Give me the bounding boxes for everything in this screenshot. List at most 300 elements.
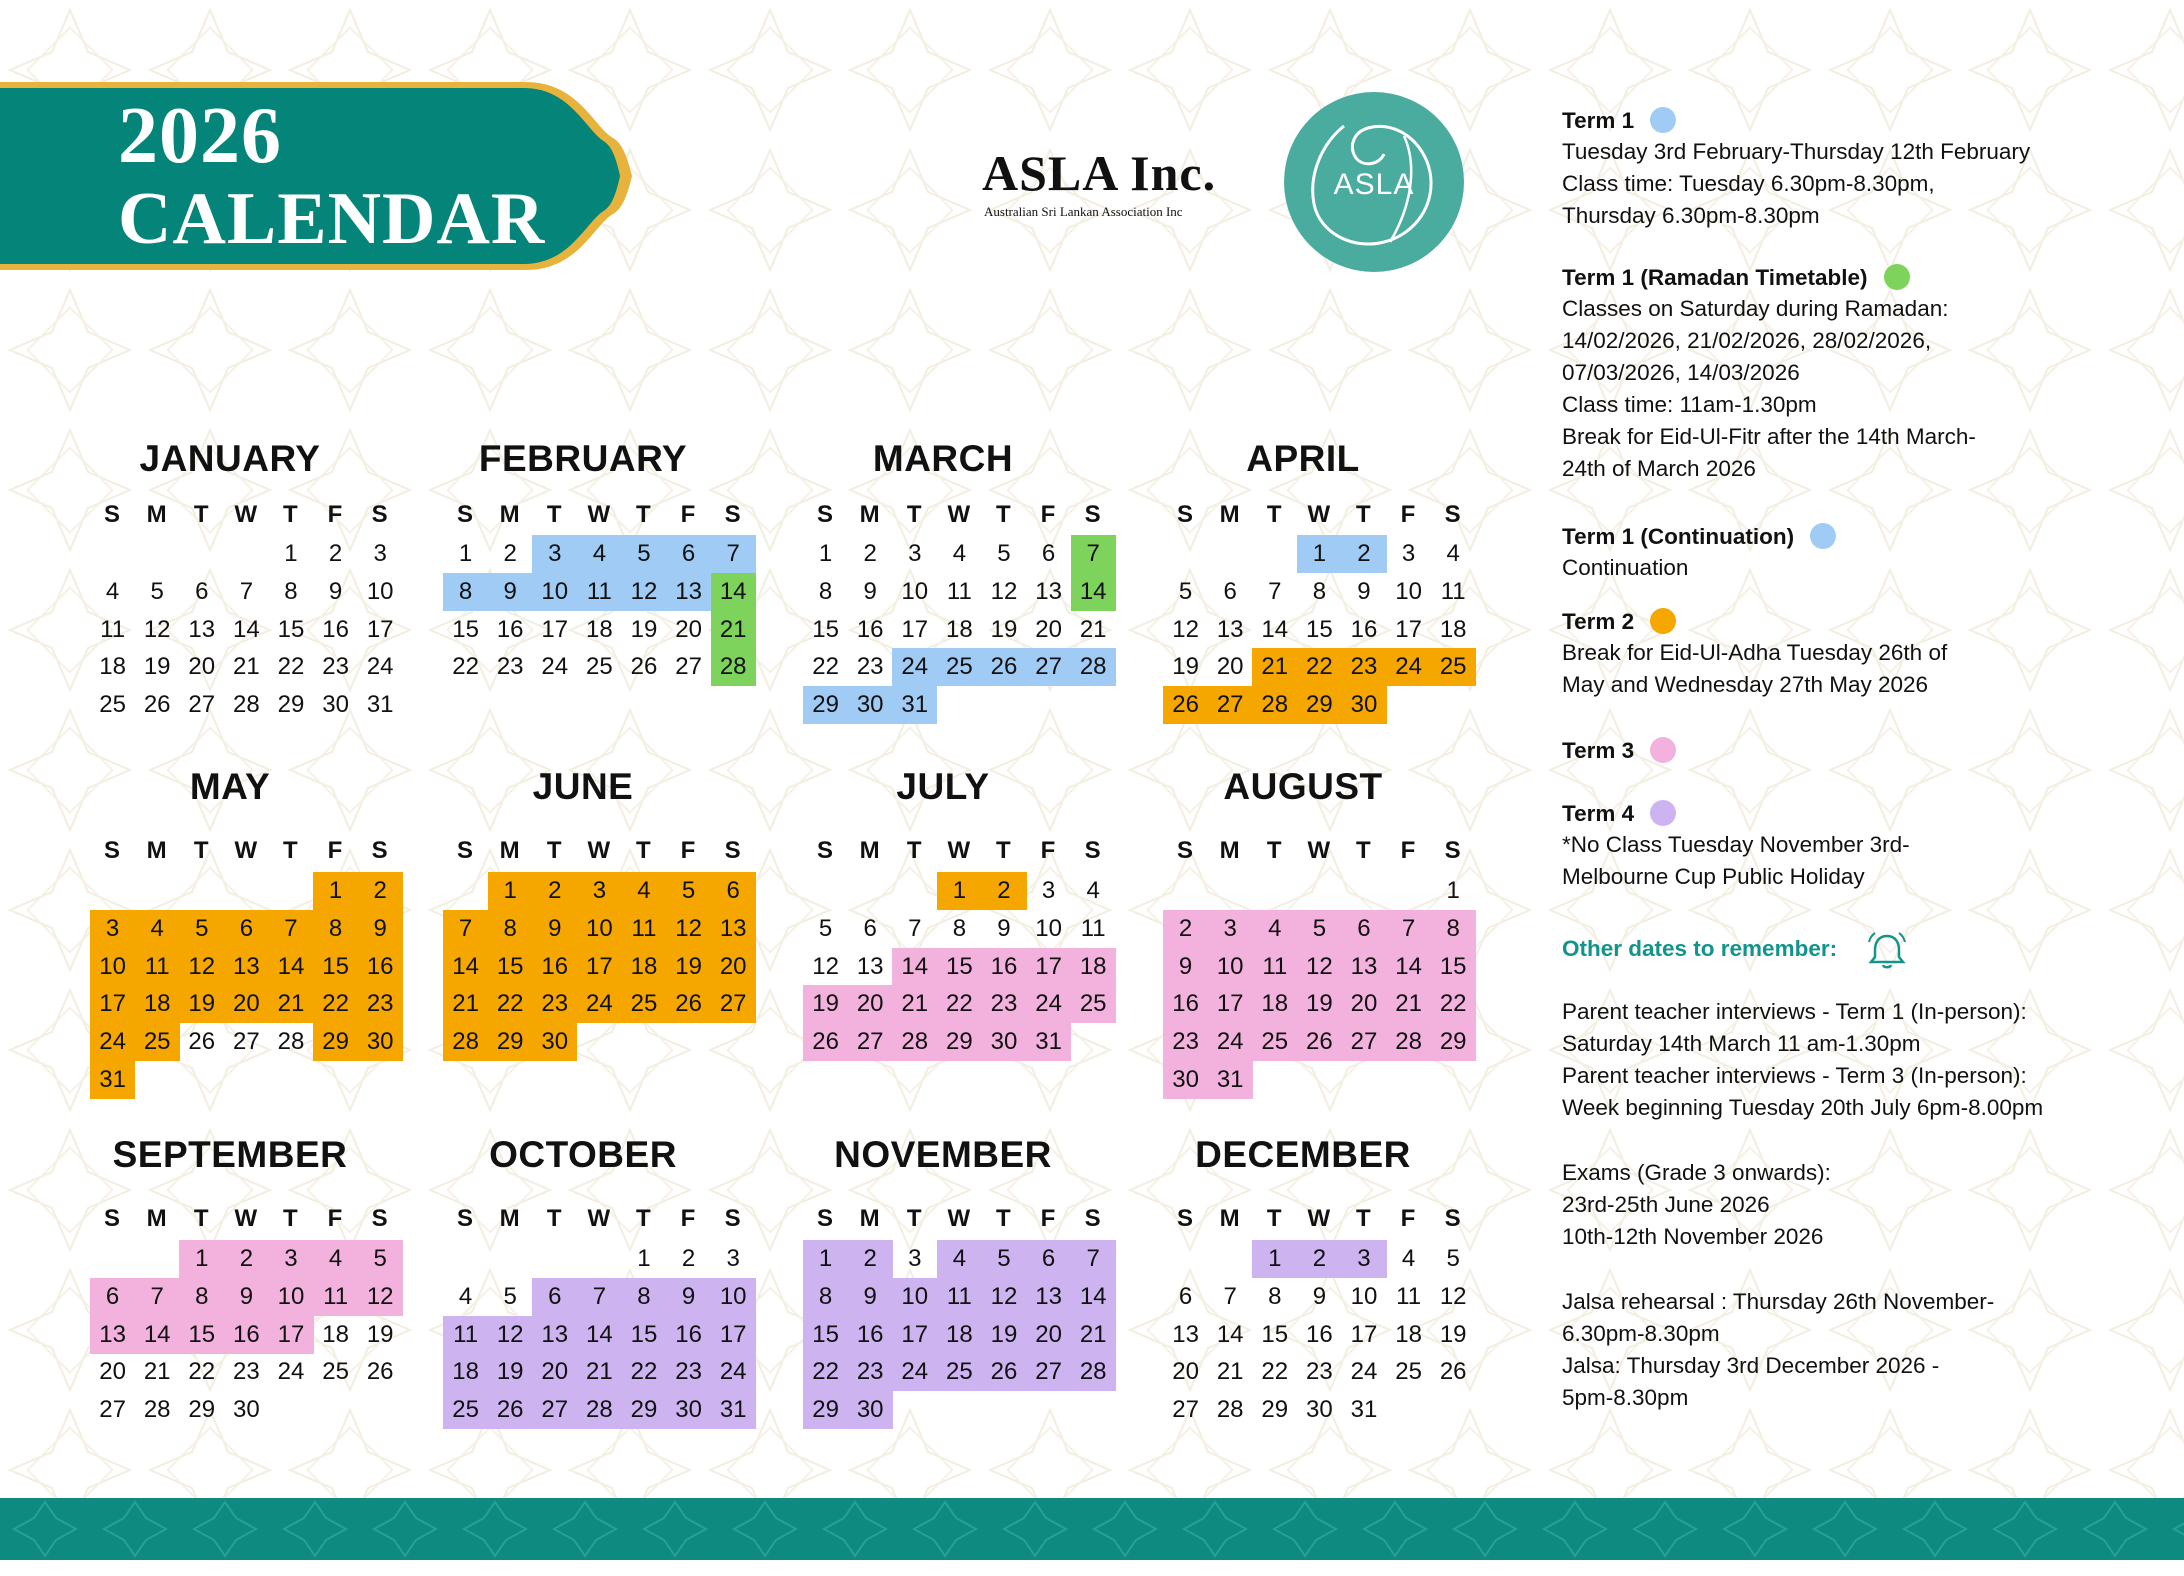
- day-cell: 28: [443, 1023, 488, 1061]
- day-cell: 28: [1216, 1396, 1244, 1424]
- weekday-label: F: [327, 1205, 343, 1232]
- term1-ramadan-title: Term 1 (Ramadan Timetable): [1562, 265, 1868, 290]
- day-cell: 22: [1431, 985, 1476, 1023]
- day-cell: 7: [239, 577, 254, 605]
- day-cell: 19: [990, 615, 1018, 643]
- day-cell: 3: [90, 910, 135, 948]
- day-cell: 10: [268, 1278, 313, 1316]
- day-cell: 3: [908, 1245, 922, 1272]
- weekday-label: T: [1356, 1205, 1371, 1232]
- term2-line: Break for Eid-Ul-Adha Tuesday 26th of: [1562, 640, 1948, 665]
- day-cell: 29: [937, 1023, 982, 1061]
- day-cell: 8: [488, 910, 533, 948]
- day-cell: 25: [135, 1023, 180, 1061]
- day-cell: 12: [812, 952, 839, 980]
- day-cell: 3: [1041, 877, 1056, 904]
- day-cell: 13: [1026, 1278, 1071, 1316]
- weekday-label: T: [546, 501, 562, 528]
- day-cell: 3: [373, 540, 387, 567]
- day-cell: 27: [848, 1023, 893, 1061]
- term2-line: May and Wednesday 27th May 2026: [1562, 672, 1929, 697]
- term2-color-dot: [1650, 608, 1676, 634]
- jalsa-block: [1562, 1286, 2162, 1414]
- exams-line: Exams (Grade 3 onwards):: [1562, 1160, 1831, 1185]
- month-title: JUNE: [532, 766, 634, 807]
- month-title: APRIL: [1246, 438, 1360, 479]
- day-cell: 14: [268, 948, 313, 986]
- calendar-title: CALENDAR: [118, 178, 546, 260]
- day-cell: 17: [1395, 615, 1422, 643]
- day-cell: 26: [803, 1023, 848, 1061]
- day-cell: 4: [937, 1240, 982, 1278]
- day-cell: 21: [892, 985, 937, 1023]
- day-cell: 15: [313, 948, 358, 986]
- weekday-label: T: [1266, 837, 1282, 864]
- weekday-label: F: [327, 837, 343, 864]
- weekday-label: T: [636, 837, 651, 864]
- day-cell: 17: [711, 1316, 756, 1354]
- day-cell: 29: [1261, 1396, 1289, 1424]
- day-cell: 23: [532, 985, 577, 1023]
- weekday-label: W: [234, 501, 258, 528]
- day-cell: 11: [577, 573, 622, 611]
- day-cell: 25: [937, 648, 982, 686]
- jalsa-line: 6.30pm-8.30pm: [1562, 1321, 1720, 1346]
- month-title: NOVEMBER: [834, 1134, 1052, 1175]
- day-cell: 5: [1446, 1245, 1460, 1272]
- day-cell: 20: [848, 985, 893, 1023]
- day-cell: 16: [848, 1316, 893, 1354]
- weekday-label: S: [1444, 501, 1461, 528]
- term1-ramadan-line: 07/03/2026, 14/03/2026: [1562, 360, 1800, 385]
- weekday-label: T: [906, 837, 922, 864]
- weekday-label: T: [283, 501, 298, 528]
- month-title: OCTOBER: [489, 1134, 677, 1175]
- bell-icon: [1865, 930, 1909, 970]
- day-cell: 26: [366, 1358, 394, 1386]
- day-cell: 8: [313, 910, 358, 948]
- day-cell: 24: [277, 1358, 305, 1386]
- day-cell: 6: [1041, 540, 1056, 567]
- month-title: JANUARY: [139, 438, 321, 479]
- day-cell: 1: [458, 540, 473, 567]
- day-cell: 16: [532, 948, 577, 986]
- weekday-label: F: [1040, 1205, 1056, 1232]
- day-cell: 19: [366, 1320, 394, 1348]
- day-cell: 30: [322, 691, 349, 719]
- weekday-label: M: [499, 501, 520, 528]
- ptm-line: Parent teacher interviews - Term 3 (In-person):: [1562, 1063, 2027, 1088]
- term4-title: Term 4: [1562, 801, 1635, 826]
- day-cell: 20: [188, 653, 216, 681]
- day-cell: 16: [666, 1316, 711, 1354]
- weekday-label: F: [1400, 1205, 1416, 1232]
- day-cell: 4: [135, 910, 180, 948]
- day-cell: 5: [666, 872, 711, 910]
- day-cell: 12: [143, 615, 171, 643]
- day-cell: 16: [358, 948, 403, 986]
- day-cell: 28: [1386, 1023, 1431, 1061]
- day-cell: 7: [1071, 535, 1116, 573]
- day-cell: 4: [952, 540, 967, 567]
- day-cell: 2: [848, 1240, 893, 1278]
- day-cell: 4: [313, 1240, 358, 1278]
- weekday-label: W: [947, 1205, 971, 1232]
- day-cell: 21: [1216, 1358, 1244, 1386]
- day-cell: 25: [937, 1353, 982, 1391]
- day-cell: 1: [488, 872, 533, 910]
- day-cell: 28: [233, 691, 260, 719]
- weekday-label: W: [947, 501, 971, 528]
- day-cell: 8: [818, 577, 833, 605]
- day-cell: 24: [90, 1023, 135, 1061]
- weekday-label: T: [906, 1205, 922, 1232]
- day-cell: 2: [981, 872, 1026, 910]
- day-cell: 10: [366, 577, 394, 605]
- day-cell: 14: [1216, 1320, 1244, 1348]
- day-cell: 21: [577, 1353, 622, 1391]
- day-cell: 25: [99, 691, 126, 719]
- term3-legend: [1562, 736, 2162, 766]
- weekday-label: S: [1084, 837, 1101, 864]
- day-cell: 18: [99, 653, 126, 681]
- day-cell: 5: [503, 1282, 517, 1310]
- day-cell: 30: [1163, 1061, 1208, 1099]
- day-cell: 4: [621, 872, 666, 910]
- day-cell: 25: [1071, 985, 1116, 1023]
- day-cell: 5: [1297, 910, 1342, 948]
- day-cell: 8: [179, 1278, 224, 1316]
- day-cell: 27: [1172, 1396, 1199, 1424]
- day-cell: 10: [892, 1278, 937, 1316]
- day-cell: 28: [1071, 648, 1116, 686]
- day-cell: 17: [1208, 985, 1253, 1023]
- day-cell: 19: [1297, 985, 1342, 1023]
- day-cell: 21: [268, 985, 313, 1023]
- term1-legend: [1562, 106, 2162, 232]
- day-cell: 14: [443, 948, 488, 986]
- day-cell: 19: [630, 615, 658, 643]
- weekday-label: T: [636, 501, 651, 528]
- term4-color-dot: [1650, 800, 1676, 826]
- term1-title: Term 1: [1562, 108, 1635, 133]
- day-cell: 26: [1163, 686, 1208, 724]
- weekday-label: T: [283, 837, 298, 864]
- day-cell: 5: [179, 910, 224, 948]
- day-cell: 3: [577, 872, 622, 910]
- day-cell: 29: [803, 686, 848, 724]
- day-cell: 5: [358, 1240, 403, 1278]
- day-cell: 20: [1035, 615, 1062, 643]
- day-cell: 11: [1396, 1282, 1422, 1310]
- day-cell: 26: [666, 985, 711, 1023]
- day-cell: 12: [1297, 948, 1342, 986]
- day-cell: 10: [1350, 1282, 1378, 1310]
- day-cell: 22: [812, 653, 839, 681]
- weekday-label: F: [680, 501, 696, 528]
- day-cell: 8: [284, 577, 298, 605]
- day-cell: 6: [1026, 1240, 1071, 1278]
- month-title: SEPTEMBER: [112, 1134, 348, 1175]
- day-cell: 31: [1026, 1023, 1071, 1061]
- day-cell: 14: [233, 615, 260, 643]
- weekday-label: T: [1266, 1205, 1282, 1232]
- day-cell: 17: [892, 1316, 937, 1354]
- day-cell: 18: [621, 948, 666, 986]
- day-cell: 30: [981, 1023, 1026, 1061]
- day-cell: 6: [666, 535, 711, 573]
- day-cell: 10: [1208, 948, 1253, 986]
- day-cell: 5: [997, 540, 1011, 567]
- day-cell: 24: [892, 648, 937, 686]
- weekday-label: S: [371, 1205, 388, 1232]
- day-cell: 28: [892, 1023, 937, 1061]
- day-cell: 23: [1306, 1358, 1333, 1386]
- day-cell: 19: [179, 985, 224, 1023]
- weekday-label: S: [1176, 501, 1193, 528]
- day-cell: 19: [981, 1316, 1026, 1354]
- day-cell: 16: [496, 615, 524, 643]
- weekday-label: M: [499, 837, 520, 864]
- weekday-label: T: [636, 1205, 651, 1232]
- day-cell: 17: [90, 985, 135, 1023]
- day-cell: 2: [358, 872, 403, 910]
- day-cell: 7: [443, 910, 488, 948]
- day-cell: 13: [1341, 948, 1386, 986]
- day-cell: 1: [803, 1240, 848, 1278]
- day-cell: 14: [1071, 1278, 1116, 1316]
- day-cell: 12: [981, 1278, 1026, 1316]
- weekday-label: M: [859, 501, 880, 528]
- day-cell: 24: [892, 1353, 937, 1391]
- day-cell: 1: [1252, 1240, 1297, 1278]
- term1-ramadan-line: Class time: 11am-1.30pm: [1562, 392, 1817, 417]
- day-cell: 18: [1252, 985, 1297, 1023]
- weekday-label: T: [996, 501, 1011, 528]
- day-cell: 10: [532, 573, 577, 611]
- day-cell: 15: [179, 1316, 224, 1354]
- weekday-label: M: [1219, 1205, 1240, 1232]
- weekday-label: S: [724, 1205, 741, 1232]
- weekday-label: T: [546, 1205, 562, 1232]
- term1-line: Tuesday 3rd February-Thursday 12th February: [1562, 139, 2031, 164]
- day-cell: 21: [1071, 1316, 1116, 1354]
- day-cell: 5: [1178, 577, 1193, 605]
- weekday-label: W: [1307, 501, 1331, 528]
- weekday-label: W: [234, 1205, 258, 1232]
- day-cell: 10: [1035, 914, 1062, 942]
- day-cell: 18: [946, 615, 973, 643]
- term1-continuation-color-dot: [1810, 523, 1836, 549]
- month-title: AUGUST: [1223, 766, 1383, 807]
- day-cell: 20: [1341, 985, 1386, 1023]
- day-cell: 24: [577, 985, 622, 1023]
- weekday-label: S: [371, 837, 388, 864]
- day-cell: 16: [981, 948, 1026, 986]
- day-cell: 11: [937, 1278, 982, 1316]
- day-cell: 28: [577, 1391, 622, 1429]
- day-cell: 9: [1357, 577, 1371, 605]
- weekday-label: S: [1176, 1205, 1193, 1232]
- weekday-label: S: [371, 501, 388, 528]
- weekday-label: F: [1040, 501, 1056, 528]
- day-cell: 14: [1261, 615, 1289, 643]
- day-cell: 15: [1431, 948, 1476, 986]
- day-cell: 19: [143, 653, 171, 681]
- calendar-year: 2026: [118, 92, 282, 180]
- day-cell: 14: [135, 1316, 180, 1354]
- day-cell: 26: [488, 1391, 533, 1429]
- day-cell: 11: [946, 577, 972, 605]
- day-cell: 7: [268, 910, 313, 948]
- day-cell: 18: [443, 1353, 488, 1391]
- day-cell: 24: [1026, 985, 1071, 1023]
- day-cell: 14: [711, 573, 756, 611]
- term1-ramadan-line: Classes on Saturday during Ramadan:: [1562, 296, 1949, 321]
- day-cell: 29: [1297, 686, 1342, 724]
- weekday-label: S: [1084, 501, 1101, 528]
- day-cell: 1: [818, 540, 833, 567]
- day-cell: 27: [1208, 686, 1253, 724]
- day-cell: 15: [812, 615, 839, 643]
- day-cell: 13: [1216, 615, 1244, 643]
- day-cell: 6: [1341, 910, 1386, 948]
- day-cell: 26: [981, 1353, 1026, 1391]
- day-cell: 22: [188, 1358, 216, 1386]
- weekday-label: T: [193, 1205, 209, 1232]
- calendar-heading: [118, 92, 546, 260]
- day-cell: 26: [143, 691, 171, 719]
- day-cell: 6: [532, 1278, 577, 1316]
- day-cell: 17: [541, 615, 569, 643]
- day-cell: 25: [1252, 1023, 1297, 1061]
- day-cell: 12: [179, 948, 224, 986]
- day-cell: 16: [322, 615, 349, 643]
- day-cell: 16: [1350, 615, 1378, 643]
- day-cell: 3: [1208, 910, 1253, 948]
- weekday-label: T: [1266, 501, 1282, 528]
- term4-line: *No Class Tuesday November 3rd-: [1562, 832, 1910, 857]
- weekday-label: M: [1219, 501, 1240, 528]
- day-cell: 7: [711, 535, 756, 573]
- weekday-label: W: [587, 501, 611, 528]
- day-cell: 29: [277, 691, 305, 719]
- day-cell: 21: [1252, 648, 1297, 686]
- weekday-label: S: [816, 501, 833, 528]
- term1-color-dot: [1650, 107, 1676, 133]
- day-cell: 2: [328, 540, 343, 567]
- exams-line: 23rd-25th June 2026: [1562, 1192, 1770, 1217]
- day-cell: 6: [90, 1278, 135, 1316]
- day-cell: 17: [366, 615, 394, 643]
- day-cell: 29: [803, 1391, 848, 1429]
- day-cell: 23: [848, 1353, 893, 1391]
- footer-band: [0, 1498, 2184, 1560]
- day-cell: 29: [488, 1023, 533, 1061]
- day-cell: 9: [488, 573, 533, 611]
- weekday-label: S: [1444, 837, 1461, 864]
- day-cell: 3: [726, 1245, 740, 1272]
- day-cell: 17: [1350, 1320, 1378, 1348]
- term1-line: Thursday 6.30pm-8.30pm: [1562, 203, 1820, 228]
- ptm-block: [1562, 996, 2162, 1124]
- org-logo: [1284, 92, 1464, 272]
- day-cell: 11: [135, 948, 180, 986]
- weekday-label: S: [816, 1205, 833, 1232]
- term1-ramadan-legend: [1562, 263, 2162, 485]
- day-cell: 22: [452, 653, 479, 681]
- day-cell: 20: [1216, 653, 1244, 681]
- weekday-label: T: [906, 501, 922, 528]
- day-cell: 13: [856, 952, 884, 980]
- day-cell: 12: [666, 910, 711, 948]
- day-cell: 11: [100, 615, 126, 643]
- day-cell: 30: [848, 686, 893, 724]
- weekday-label: S: [456, 501, 473, 528]
- day-cell: 17: [268, 1316, 313, 1354]
- day-cell: 25: [443, 1391, 488, 1429]
- jalsa-line: Jalsa rehearsal : Thursday 26th November-: [1562, 1289, 1995, 1314]
- term1-line: Class time: Tuesday 6.30pm-8.30pm,: [1562, 171, 1935, 196]
- day-cell: 15: [488, 948, 533, 986]
- day-cell: 31: [892, 686, 937, 724]
- day-cell: 1: [937, 872, 982, 910]
- day-cell: 11: [313, 1278, 358, 1316]
- other-dates-header: [1562, 930, 2162, 970]
- weekday-label: S: [724, 501, 741, 528]
- day-cell: 17: [901, 615, 929, 643]
- weekday-label: S: [1084, 1205, 1101, 1232]
- term2-title: Term 2: [1562, 609, 1635, 634]
- day-cell: 26: [630, 653, 658, 681]
- term3-color-dot: [1650, 737, 1676, 763]
- day-cell: 28: [711, 648, 756, 686]
- day-cell: 15: [937, 948, 982, 986]
- weekday-label: W: [947, 837, 971, 864]
- day-cell: 7: [908, 914, 922, 942]
- day-cell: 18: [322, 1320, 349, 1348]
- weekday-label: W: [1307, 1205, 1331, 1232]
- day-cell: 13: [1172, 1320, 1199, 1348]
- day-cell: 8: [1312, 577, 1327, 605]
- day-cell: 2: [532, 872, 577, 910]
- weekday-label: T: [193, 501, 209, 528]
- term4-line: Melbourne Cup Public Holiday: [1562, 864, 1865, 889]
- day-cell: 22: [313, 985, 358, 1023]
- day-cell: 30: [358, 1023, 403, 1061]
- day-cell: 3: [268, 1240, 313, 1278]
- day-cell: 7: [1268, 577, 1282, 605]
- day-cell: 9: [328, 577, 343, 605]
- day-cell: 11: [1080, 914, 1106, 942]
- day-cell: 17: [577, 948, 622, 986]
- day-cell: 2: [681, 1245, 696, 1272]
- org-full-name: Australian Sri Lankan Association Inc: [984, 204, 1183, 219]
- day-cell: 4: [1086, 877, 1100, 904]
- day-cell: 25: [586, 653, 613, 681]
- weekday-label: F: [1400, 837, 1416, 864]
- day-cell: 31: [366, 691, 394, 719]
- day-cell: 26: [981, 648, 1026, 686]
- month-title: FEBRUARY: [478, 438, 688, 479]
- day-cell: 27: [1341, 1023, 1386, 1061]
- weekday-label: S: [1176, 837, 1193, 864]
- day-cell: 12: [1172, 615, 1199, 643]
- day-cell: 18: [937, 1316, 982, 1354]
- day-cell: 9: [532, 910, 577, 948]
- day-cell: 9: [863, 577, 877, 605]
- day-cell: 12: [488, 1316, 533, 1354]
